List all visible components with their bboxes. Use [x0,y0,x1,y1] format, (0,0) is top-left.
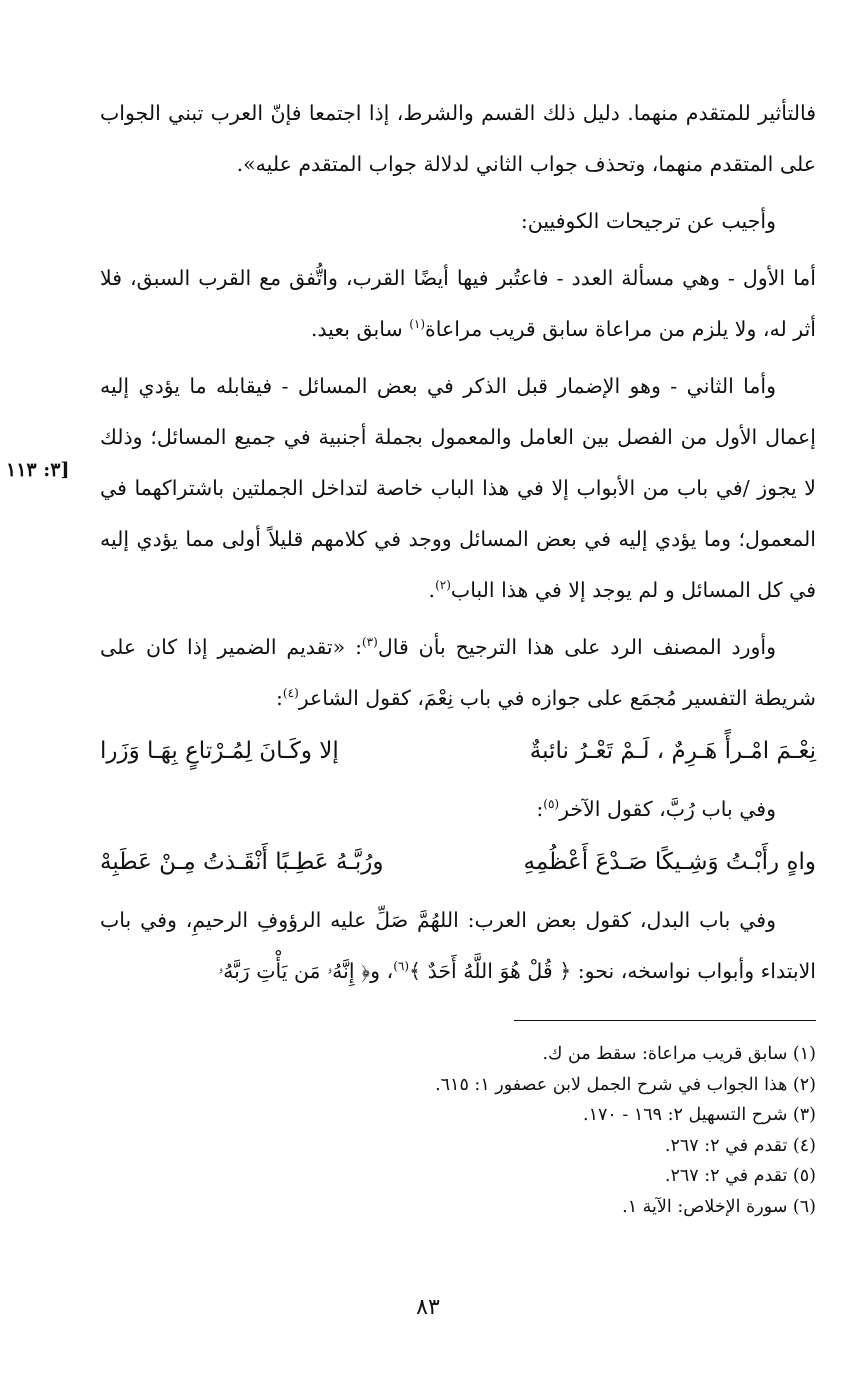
footnote-ref-6: (٦) [393,959,410,973]
footnote-3: (٣) شرح التسهيل ٢: ١٦٩ - ١٧٠. [583,1105,816,1125]
footnote-4: (٤) تقدم في ٢: ٢٦٧. [664,1135,816,1156]
paragraph-1: فالتأثير للمتقدم منهما. دليل ذلك القسم والشرط، إذا اجتمعا فإنّ العرب تبني الجواب على المتقدم منهما، وتحذف جواب الثاني لدلالة جواب المتقدم عليه». [100,101,816,176]
footnote-6: (٦) سورة الإخلاص: الآية ١. [622,1196,816,1217]
verse-2-first-hemistich: واهٍ رأَبْـتُ وَشِـيكًا صَـدْعَ أَعْظُمِهِ [523,849,816,875]
footnote-ref-3: (٣) [361,635,378,649]
footnote-2: (٢) هذا الجواب في شرح الجمل لابن عصفور ١: ٦١٥. [435,1074,816,1095]
paragraph-2: وأجيب عن ترجيحات الكوفيين: [520,209,776,233]
footnote-ref-5: (٥) [543,797,560,811]
paragraph-5: وأورد المصنف الرد على هذا الترجيح بأن قال$^{(٣)}$: «تقديم الضمير إذا كان على شريطة التفسير مُجمَع على جوازه في باب نِعْمَ، كقول الشاعر$^{(٤)}$: [100,635,816,710]
footnotes [216,1039,816,1222]
paragraph-3: أما الأول - وهي مسألة العدد - فاعتُبر فيها أيضًا القرب، واتُّفق مع القرب السبق، فلا أثر له، ولا يلزم من مراعاة سابق قريب مراعاة$^{(١)}$ سابق بعيد. [100,266,816,341]
verse-1 [100,724,816,778]
footnote-5: (٥) تقدم في ٢: ٢٦٧. [664,1166,816,1186]
margin-page-reference: [٣: ١١٣ [6,459,70,481]
verse-2-second-hemistich: ورُبَّـهُ عَطِـبًا أَنْقَـذتُ مِـنْ عَطَبِهْ [100,849,384,875]
paragraph-badal: وفي باب البدل، كقول بعض العرب: اللهُمَّ صَلِّ عليه الرؤوفِ الرحيمِ، وفي باب الابتداء وأبواب نواسخه، نحو: ﴿ قُلْ هُوَ اللَّهُ أَحَدٌ ﴾$^{(٦)}$، و﴿ إِنَّهُۥ مَن يَأْتِ رَبَّهُۥ [100,908,816,983]
footnote-ref-1: (١) [409,317,426,331]
paragraph-rubba: وفي باب رُبَّ، كقول الآخر$^{(٥)}$: [536,797,776,821]
footnote-ref-2: (٢) [435,578,451,592]
footnote-ref-4: (٤) [282,686,299,700]
verse-2 [100,835,816,889]
verse-1-second-hemistich: إلا وكَـانَ لِمُـرْتاعٍ بِهَـا وَزَرا [100,738,339,764]
page-number: ٨٣ [416,1295,440,1320]
main-text [100,88,816,997]
paragraph-4: وأما الثاني - وهو الإضمار قبل الذكر في بعض المسائل - فيقابله ما يؤدي إليه إعمال الأول من الفصل بين العامل والمعمول بجملة أجنبية في جميع المسائل؛ وذلك لا يجوز /في باب من الأبواب إلا في هذا الباب خاصة لتداخل الجملتين باشتراكهما في المعمول؛ وما يؤدي إليه في بعض المسائل ووجد في كلامهم قليلاً أولى مما يؤدي إليه في كل المسائل و لم يوجد إلا في هذا الباب$^{(٢)}$. [100,374,816,602]
footnote-separator [514,1020,816,1021]
footnote-1: (١) سابق قريب مراعاة: سقط من ك. [542,1044,816,1064]
verse-1-first-hemistich: نِعْـمَ امْـرأً هَـرِمٌ ، لَـمْ تَعْـرُ نائبةٌ [529,738,816,764]
